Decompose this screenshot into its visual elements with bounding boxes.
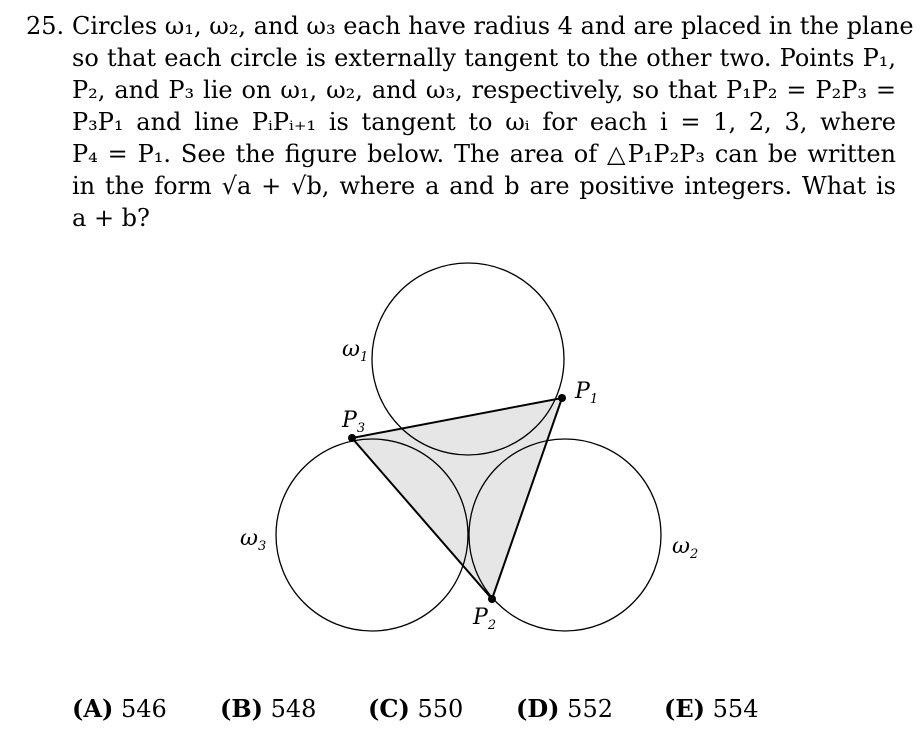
- problem-line-2: so that each circle is externally tangent to the other two. Points P₁,: [72, 44, 896, 72]
- problem-line-4: P₃P₁ and line PᵢPᵢ₊₁ is tangent to ωᵢ for each i = 1, 2, 3, where: [72, 108, 896, 136]
- problem-line-1: Circles ω₁, ω₂, and ω₃ each have radius 4 and are placed in the plane: [72, 12, 914, 40]
- point-p2: [488, 595, 496, 603]
- problem-number: 25.: [26, 12, 65, 40]
- answer-a[interactable]: (A) 546: [72, 694, 167, 723]
- label-omega-2: $\omega_2$: [672, 534, 699, 562]
- geometry-figure: [240, 262, 710, 662]
- point-p3: [348, 434, 356, 442]
- label-p3: $P_3$: [342, 408, 366, 436]
- point-p1: [558, 394, 566, 402]
- problem-line-3: P₂, and P₃ lie on ω₁, ω₂, and ω₃, respectively, so that P₁P₂ = P₂P₃ =: [72, 76, 896, 104]
- triangle-p1p2p3: [352, 398, 562, 599]
- answer-b[interactable]: (B) 548: [220, 694, 317, 723]
- label-p1: $P_1$: [575, 379, 599, 407]
- answer-c[interactable]: (C) 550: [368, 694, 464, 723]
- problem-line-6: in the form √a + √b, where a and b are positive integers. What is: [72, 172, 896, 200]
- label-p2: $P_2$: [473, 605, 497, 633]
- label-omega-3: $\omega_3$: [240, 526, 267, 554]
- problem-line-7: a + b?: [72, 204, 150, 232]
- answer-d[interactable]: (D) 552: [516, 694, 613, 723]
- answer-e[interactable]: (E) 554: [664, 694, 759, 723]
- problem-line-5: P₄ = P₁. See the figure below. The area of △P₁P₂P₃ can be written: [72, 140, 896, 168]
- label-omega-1: $\omega_1$: [342, 337, 369, 365]
